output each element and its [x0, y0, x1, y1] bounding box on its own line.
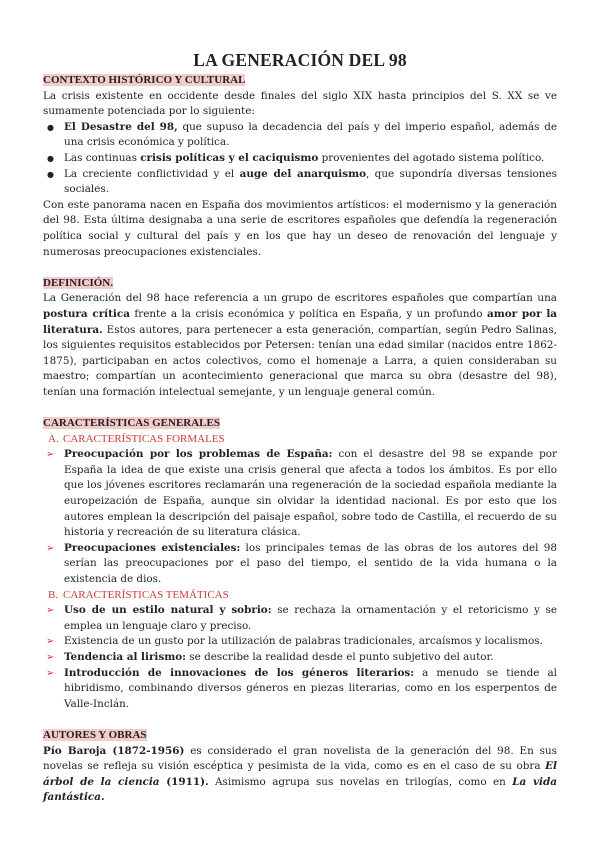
- item-bold: Tendencia al lirismo:: [64, 650, 186, 663]
- bullet-text: , que supondría diversas tensiones sociales.: [64, 167, 557, 196]
- autores-paragraph: [43, 744, 557, 806]
- bullet-icon: ●: [47, 122, 54, 132]
- heading-contexto-text: CONTEXTO HISTÓRICO Y CULTURAL: [43, 74, 246, 86]
- item-text: los principales temas de las obras de los autores del 98 serían las preocupaciones por el paso del tiempo, el sentido de la vida humana o la existencia de dios.: [64, 541, 557, 585]
- item-text: se rechaza la ornamentación y el retoricismo y se emplea un lenguaje claro y preciso.: [64, 604, 557, 632]
- bullet-bold: crisis políticas y el caciquismo: [140, 151, 319, 164]
- item-text: Existencia de un gusto por la utilización de palabras tradicionales, arcaísmos y localismos.: [64, 635, 543, 648]
- heading-caracteristicas-text: CARACTERÍSTICAS GENERALES: [43, 417, 220, 430]
- list-item: [43, 650, 557, 666]
- contexto-outro: Con este panorama nacen en España dos movimientos artísticos: el modernismo y la generación del 98. Esta última designaba a una serie de escritores españoles que defendía la regeneración política social y cultural del país y en los que hay un deseo de renovación del lenguaje y numerosas preocupaciones existenciales.: [43, 198, 557, 258]
- heading-definicion-text: DEFINICIÓN.: [43, 276, 113, 289]
- bold-run: postura crítica: [43, 307, 130, 320]
- list-item: [43, 120, 557, 151]
- text-run: es considerado el gran novelista de la generación del 98. En sus novelas se refleja su visión escéptica y pesimista de la vida, como es en el caso de su obra: [43, 744, 557, 773]
- bullet-text: Las continuas: [64, 151, 141, 164]
- subheading-letter: A.: [48, 432, 59, 445]
- item-text: se describe la realidad desde el punto subjetivo del autor.: [185, 650, 494, 663]
- spacer: [43, 260, 557, 276]
- text-run: Estos autores, para pertenecer a esta generación, compartían, según Pedro Salinas, los siguientes requisitos establecidos por Petersen: tenían una edad similar (nacidos entre 1862-1875), participaban en actos colectivos, como el homenaje a Larra, a quien consideraban su maestro; compartían un acontecimiento generacional que marca su obra (desastre del 98), tenían una formación intelectual semejante, y un lenguaje general común.: [43, 323, 557, 398]
- bullet-bold: auge del anarquismo: [239, 167, 366, 180]
- bullet-icon: ●: [47, 169, 54, 179]
- list-item: [43, 634, 557, 650]
- bullet-icon: ●: [47, 153, 54, 163]
- formales-list: [43, 447, 557, 587]
- work-title: El árbol de la ciencia: [43, 760, 557, 788]
- section-heading-contexto: [43, 73, 557, 89]
- item-bold: Preocupaciones existenciales:: [64, 541, 241, 554]
- text-run: La Generación del 98 hace referencia a un grupo de escritores españoles que compartían una: [43, 292, 557, 305]
- text-run: Asimismo agrupa sus novelas en trilogías, como en: [208, 775, 513, 788]
- item-text: con el desastre del 98 se expande por España la idea de que existe una crisis general que afecta a todos los ámbitos. Es por ello que los jóvenes escritores reclamarán una regeneración de la sociedad española mediante la europeización de España, aunque sin olvidar la identidad nacional. Es por esto que los autores emplean la descripción del paisaje español, sobre todo de Castilla, el recuerdo de su historia y recreación de su literatura clásica.: [64, 448, 557, 539]
- bullet-text: provenientes del agotado sistema político.: [318, 151, 545, 164]
- work-title: La vida fantástica.: [43, 775, 557, 804]
- bullet-bold: El Desastre del 98,: [64, 120, 178, 133]
- contexto-intro: La crisis existente en occidente desde finales del siglo XIX hasta principios del S. XX se ve sumamente potenciada por lo siguiente:: [43, 89, 557, 118]
- list-item: [43, 666, 557, 713]
- subheading-label: CARACTERÍSTICAS TEMÁTICAS: [63, 588, 229, 601]
- item-bold: Uso de un estilo natural y sobrio:: [64, 604, 272, 617]
- spacer: [43, 400, 557, 416]
- item-bold: Introducción de innovaciones de los géneros literarios:: [64, 666, 415, 679]
- arrow-bullet-icon: ➢: [46, 542, 55, 554]
- section-heading-autores: [43, 728, 557, 744]
- arrow-bullet-icon: ➢: [46, 651, 55, 663]
- arrow-bullet-icon: ➢: [46, 449, 55, 461]
- item-text: a menudo se tiende al hibridismo, combinando diversos géneros en piezas literarias, como en los esperpentos de Valle-Inclán.: [64, 666, 557, 710]
- contexto-bullet-list: [43, 120, 557, 198]
- subheading-label: CARACTERÍSTICAS FORMALES: [63, 432, 225, 445]
- heading-autores-text: AUTORES Y OBRAS: [43, 728, 147, 741]
- subheading-letter: B.: [48, 588, 59, 601]
- text-run: frente a la crisis económica y política en España, y un profundo: [129, 307, 487, 320]
- bullet-text: La creciente conflictividad y el: [64, 167, 240, 180]
- subheading-tematicas: [43, 588, 557, 604]
- page-title: LA GENERACIÓN DEL 98: [193, 50, 407, 70]
- spacer: [43, 712, 557, 728]
- section-heading-caracteristicas: [43, 416, 557, 432]
- tematicas-list: [43, 603, 557, 712]
- list-item: [43, 603, 557, 634]
- work-year: (1911).: [159, 775, 209, 788]
- bullet-text: que supuso la decadencia del país y del imperio español, además de una crisis económica y política.: [64, 120, 558, 149]
- arrow-bullet-icon: ➢: [46, 636, 55, 648]
- definicion-paragraph: [43, 291, 557, 400]
- subheading-formales: [43, 432, 557, 448]
- arrow-bullet-icon: ➢: [46, 667, 55, 679]
- list-item: [43, 447, 557, 541]
- list-item: [43, 167, 557, 198]
- bold-run: amor por la literatura.: [43, 307, 558, 336]
- arrow-bullet-icon: ➢: [46, 605, 55, 617]
- item-bold: Preocupación por los problemas de España:: [64, 448, 333, 461]
- list-item: [43, 151, 557, 167]
- section-heading-definicion: [43, 276, 557, 292]
- author-name: Pío Baroja (1872-1956): [43, 744, 185, 757]
- list-item: [43, 541, 557, 588]
